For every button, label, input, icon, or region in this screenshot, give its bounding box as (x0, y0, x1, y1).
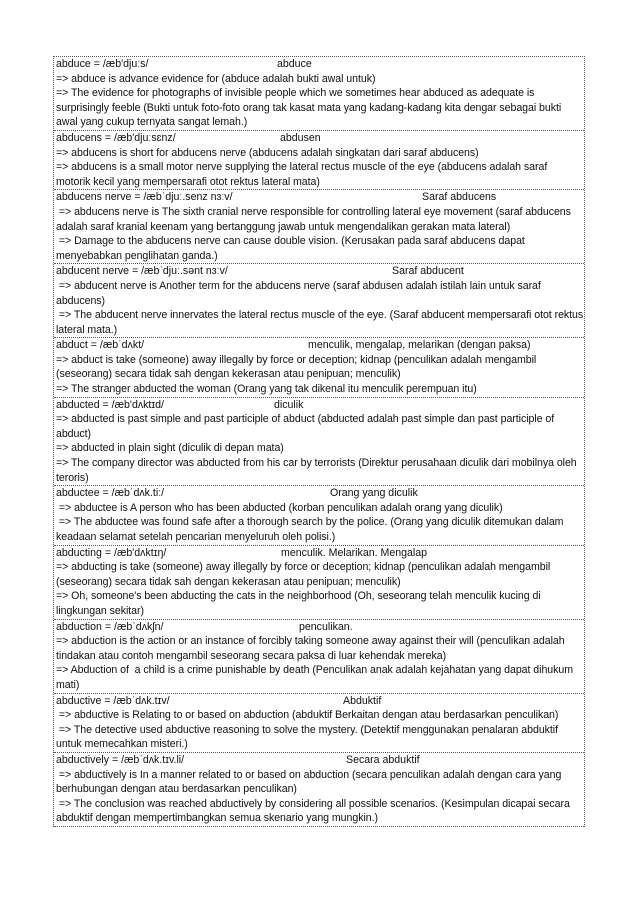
dictionary-entry (54, 131, 584, 190)
entry-line: => abducens nerve is The sixth cranial nerve responsible for controlling lateral eye movement (saraf abducens adalah saraf kranial keenam yang bertanggung jawab untuk mengendalikan gerakan mata lateral) (56, 205, 574, 233)
entry-header (56, 57, 584, 72)
entry-line: => abducens is short for abducens nerve (abducens adalah singkatan dari saraf abducens) (56, 146, 479, 159)
headword-pronunciation: abduct = /æbˈdʌkt/ (56, 339, 145, 352)
headword-translation: penculikan. (299, 620, 353, 633)
dictionary-entry (54, 486, 584, 545)
entry-header (56, 486, 584, 501)
entry-line: => abduce is advance evidence for (abduce adalah bukti awal untuk) (56, 72, 376, 85)
headword-translation: abduce (277, 58, 312, 70)
entry-line: => abductive is Relating to or based on abduction (abduktif Berkaitan dengan atau berdasarkan penculikan) (56, 709, 559, 722)
entry-line: => The detective used abductive reasoning to solve the mystery. (Detektif menggunakan penalaran abduktif untuk memecahkan misteri.) (56, 723, 561, 751)
dictionary-document (53, 56, 585, 827)
headword-translation: abdusen (280, 131, 321, 144)
entry-line: => The stranger abducted the woman (Orang yang tak dikenal itu menculik perempuan itu) (56, 383, 477, 396)
dictionary-entry (54, 398, 584, 487)
entry-header (56, 264, 584, 279)
headword-pronunciation: abduction = /æbˈdʌkʃn/ (56, 620, 164, 633)
dictionary-entry (54, 753, 584, 827)
headword-translation: menculik. Melarikan. Mengalap (281, 546, 428, 559)
entry-line: => abducted in plain sight (diculik di depan mata) (56, 442, 284, 455)
headword-pronunciation: abductive = /æbˈdʌk.tɪv/ (56, 694, 170, 707)
entry-line: => abductee is A person who has been abducted (korban penculikan adalah orang yang diculik) (56, 501, 503, 514)
dictionary-entry (54, 338, 584, 397)
entry-line: => Abduction of a child is a crime punishable by death (Penculikan anak adalah kejahatan yang dapat dihukum mati) (56, 664, 576, 691)
headword-translation: Abduktif (343, 694, 382, 707)
headword-translation: Secara abduktif (346, 753, 420, 766)
headword-translation: Saraf abducens (422, 191, 497, 204)
headword-pronunciation: abducent nerve = /æbˈdjuː.sənt nɜːv/ (56, 265, 228, 278)
entry-line: => abduct is take (someone) away illegally by force or deception; kidnap (penculikan adalah mengambil (seseorang) secara tidak sah dengan kekerasan atau penipuan; menculik) (56, 353, 540, 381)
headword-pronunciation: abducens = /æb'djuːsɛnz/ (56, 131, 176, 144)
headword-pronunciation: abduce = /æb'djuːs/ (56, 58, 149, 70)
headword-translation: Orang yang diculik (330, 487, 418, 500)
entry-line: => The evidence for photographs of invisible people which we sometimes hear abduced as adequate is surprisingly feeble (Bukti untuk foto-foto orang tak kasat mata yang kadang-kadang kita dengar sebagai bukti awal yang cukup ternyata sangat lemah.) (56, 87, 565, 129)
headword-translation: Saraf abducent (392, 265, 464, 278)
entry-header (56, 131, 584, 146)
dictionary-entry (54, 190, 584, 264)
headword-pronunciation: abducting = /æb'dʌktɪŋ/ (56, 546, 167, 559)
entry-line: => abducting is take (someone) away illegally by force or deception; kidnap (penculikan adalah mengambil (seseorang) secara tidak sah dengan kekerasan atau penipuan; menculik) (56, 561, 554, 588)
entry-line: => The abducent nerve innervates the lateral rectus muscle of the eye. (Saraf abducent mempersarafi otot rektus lateral mata.) (56, 309, 587, 336)
dictionary-entry (54, 546, 584, 620)
entry-header (56, 190, 584, 205)
headword-pronunciation: abductee = /æbˈdʌk.tiː/ (56, 487, 165, 500)
entry-line: => The conclusion was reached abductively by considering all possible scenarios. (Kesimpulan dicapai secara abduktif dengan mempertimbangkan semua skenario yang mungkin.) (56, 797, 573, 825)
dictionary-entry (54, 620, 584, 694)
dictionary-entry (54, 57, 584, 131)
entry-line: => abducted is past simple and past participle of abduct (abducted adalah past simple dan past participle of abduct) (56, 413, 558, 440)
entry-header (56, 620, 584, 635)
entry-header (56, 753, 584, 768)
entry-header (56, 398, 584, 413)
entry-header (56, 338, 584, 353)
dictionary-entry (54, 264, 587, 338)
entry-header (56, 694, 584, 709)
headword-translation: menculik, mengalap, melarikan (dengan paksa) (308, 339, 531, 352)
entry-line: => Oh, someone's been abducting the cats in the neighborhood (Oh, seseorang telah menculik kucing di lingkungan sekitar) (56, 590, 544, 617)
headword-pronunciation: abducted = /æb'dʌktɪd/ (56, 398, 164, 411)
headword-pronunciation: abductively = /æbˈdʌk.tɪv.li/ (56, 753, 185, 766)
entry-line: => Damage to the abducens nerve can cause double vision. (Kerusakan pada saraf abducens dapat menyebabkan penglihatan ganda.) (56, 235, 528, 262)
entry-line: => abducens is a small motor nerve supplying the lateral rectus muscle of the eye (abducens adalah saraf motorik kecil yang mempersarafi otot rektus lateral mata) (56, 161, 551, 188)
entry-line: => The company director was abducted from his car by terrorists (Direktur perusahaan diculik dari mobilnya oleh teroris) (56, 457, 580, 484)
headword-pronunciation: abducens nerve = /æbˈdjuː.senz nɜːv/ (56, 191, 233, 204)
entry-header (56, 546, 584, 561)
entry-line: => abducent nerve is Another term for the abducens nerve (saraf abdusen adalah istilah lain untuk saraf abducens) (56, 279, 544, 307)
entry-line: => abductively is In a manner related to or based on abduction (secara penculikan adalah dengan cara yang berhubungan dengan atau berdasarkan penculikan) (56, 768, 565, 796)
entry-line: => abduction is the action or an instance of forcibly taking someone away against their will (penculikan adalah tindakan atau contoh mengambil seseorang secara paksa di luar kehendak mereka) (56, 635, 568, 662)
headword-translation: diculik (274, 398, 304, 411)
dictionary-entry (54, 694, 584, 753)
entry-line: => The abductee was found safe after a thorough search by the police. (Orang yang diculik ditemukan dalam keadaan selamat setelah pencarian menyeluruh oleh polisi.) (56, 516, 567, 543)
